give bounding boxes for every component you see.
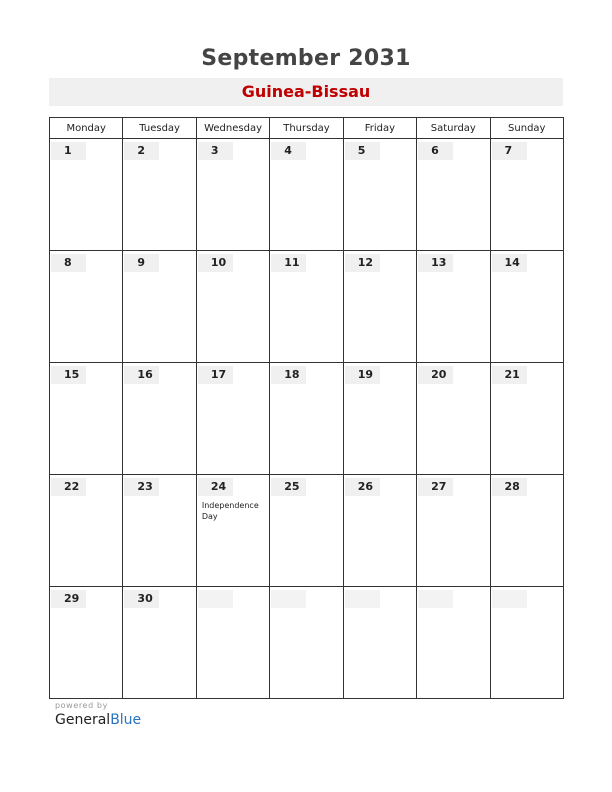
weekday-header: Tuesday — [123, 118, 196, 139]
weekday-header: Thursday — [270, 118, 343, 139]
country-name: Guinea-Bissau — [241, 82, 371, 101]
day-number — [345, 590, 380, 608]
day-cell — [123, 587, 196, 699]
day-cell — [417, 587, 490, 699]
week-row — [50, 363, 564, 475]
day-number: 14 — [492, 254, 527, 272]
day-number: 30 — [124, 590, 159, 608]
day-number: 24 — [198, 478, 233, 496]
day-cell — [417, 475, 490, 587]
day-number: 20 — [418, 366, 453, 384]
day-cell — [490, 251, 563, 363]
day-cell — [343, 251, 416, 363]
weekday-header: Monday — [50, 118, 123, 139]
day-cell — [196, 251, 269, 363]
calendar-grid — [49, 117, 564, 699]
week-row — [50, 475, 564, 587]
day-number: 23 — [124, 478, 159, 496]
weekday-header: Saturday — [417, 118, 490, 139]
day-number: 10 — [198, 254, 233, 272]
day-cell — [343, 475, 416, 587]
day-cell — [490, 139, 563, 251]
day-number: 13 — [418, 254, 453, 272]
day-cell — [490, 363, 563, 475]
day-number: 29 — [51, 590, 86, 608]
day-number: 5 — [345, 142, 380, 160]
day-number: 4 — [271, 142, 306, 160]
brand-general: General — [55, 712, 111, 728]
day-number: 1 — [51, 142, 86, 160]
day-number: 3 — [198, 142, 233, 160]
day-cell — [196, 363, 269, 475]
day-cell — [196, 139, 269, 251]
day-cell — [343, 587, 416, 699]
week-row — [50, 139, 564, 251]
weekday-header: Friday — [343, 118, 416, 139]
day-cell — [270, 363, 343, 475]
day-cell — [123, 251, 196, 363]
day-cell — [490, 475, 563, 587]
day-number: 21 — [492, 366, 527, 384]
day-number: 25 — [271, 478, 306, 496]
day-number: 12 — [345, 254, 380, 272]
powered-by-text: powered by — [55, 701, 108, 710]
day-cell — [196, 475, 269, 587]
day-number — [418, 590, 453, 608]
day-cell — [270, 587, 343, 699]
day-cell — [123, 139, 196, 251]
day-number — [198, 590, 233, 608]
day-number: 11 — [271, 254, 306, 272]
day-cell — [123, 363, 196, 475]
day-number: 26 — [345, 478, 380, 496]
day-number: 7 — [492, 142, 527, 160]
weekday-header: Sunday — [490, 118, 563, 139]
day-cell — [417, 139, 490, 251]
day-cell — [270, 251, 343, 363]
week-row — [50, 251, 564, 363]
day-number: 6 — [418, 142, 453, 160]
day-number: 17 — [198, 366, 233, 384]
day-number: 8 — [51, 254, 86, 272]
day-cell — [270, 139, 343, 251]
generalblue-logo[interactable] — [55, 712, 141, 728]
day-cell — [417, 363, 490, 475]
day-cell — [50, 251, 123, 363]
holiday-event: Independence Day — [201, 501, 259, 521]
calendar-title: September 2031 — [201, 46, 411, 71]
day-number: 15 — [51, 366, 86, 384]
weekday-header-row — [50, 118, 564, 139]
day-cell — [50, 587, 123, 699]
day-number: 27 — [418, 478, 453, 496]
day-cell — [50, 139, 123, 251]
footer-branding — [55, 701, 141, 728]
day-number: 16 — [124, 366, 159, 384]
day-number: 18 — [271, 366, 306, 384]
day-number — [271, 590, 306, 608]
day-cell — [50, 363, 123, 475]
day-number: 19 — [345, 366, 380, 384]
day-cell — [50, 475, 123, 587]
day-cell — [343, 139, 416, 251]
day-cell — [123, 475, 196, 587]
weekday-header: Wednesday — [196, 118, 269, 139]
day-cell — [343, 363, 416, 475]
country-banner — [49, 78, 563, 106]
day-number: 2 — [124, 142, 159, 160]
day-cell — [417, 251, 490, 363]
day-cell — [270, 475, 343, 587]
day-cell — [490, 587, 563, 699]
week-row — [50, 587, 564, 699]
day-number: 9 — [124, 254, 159, 272]
day-number: 28 — [492, 478, 527, 496]
day-cell — [196, 587, 269, 699]
brand-blue: Blue — [110, 712, 142, 728]
day-number: 22 — [51, 478, 86, 496]
day-number — [492, 590, 527, 608]
